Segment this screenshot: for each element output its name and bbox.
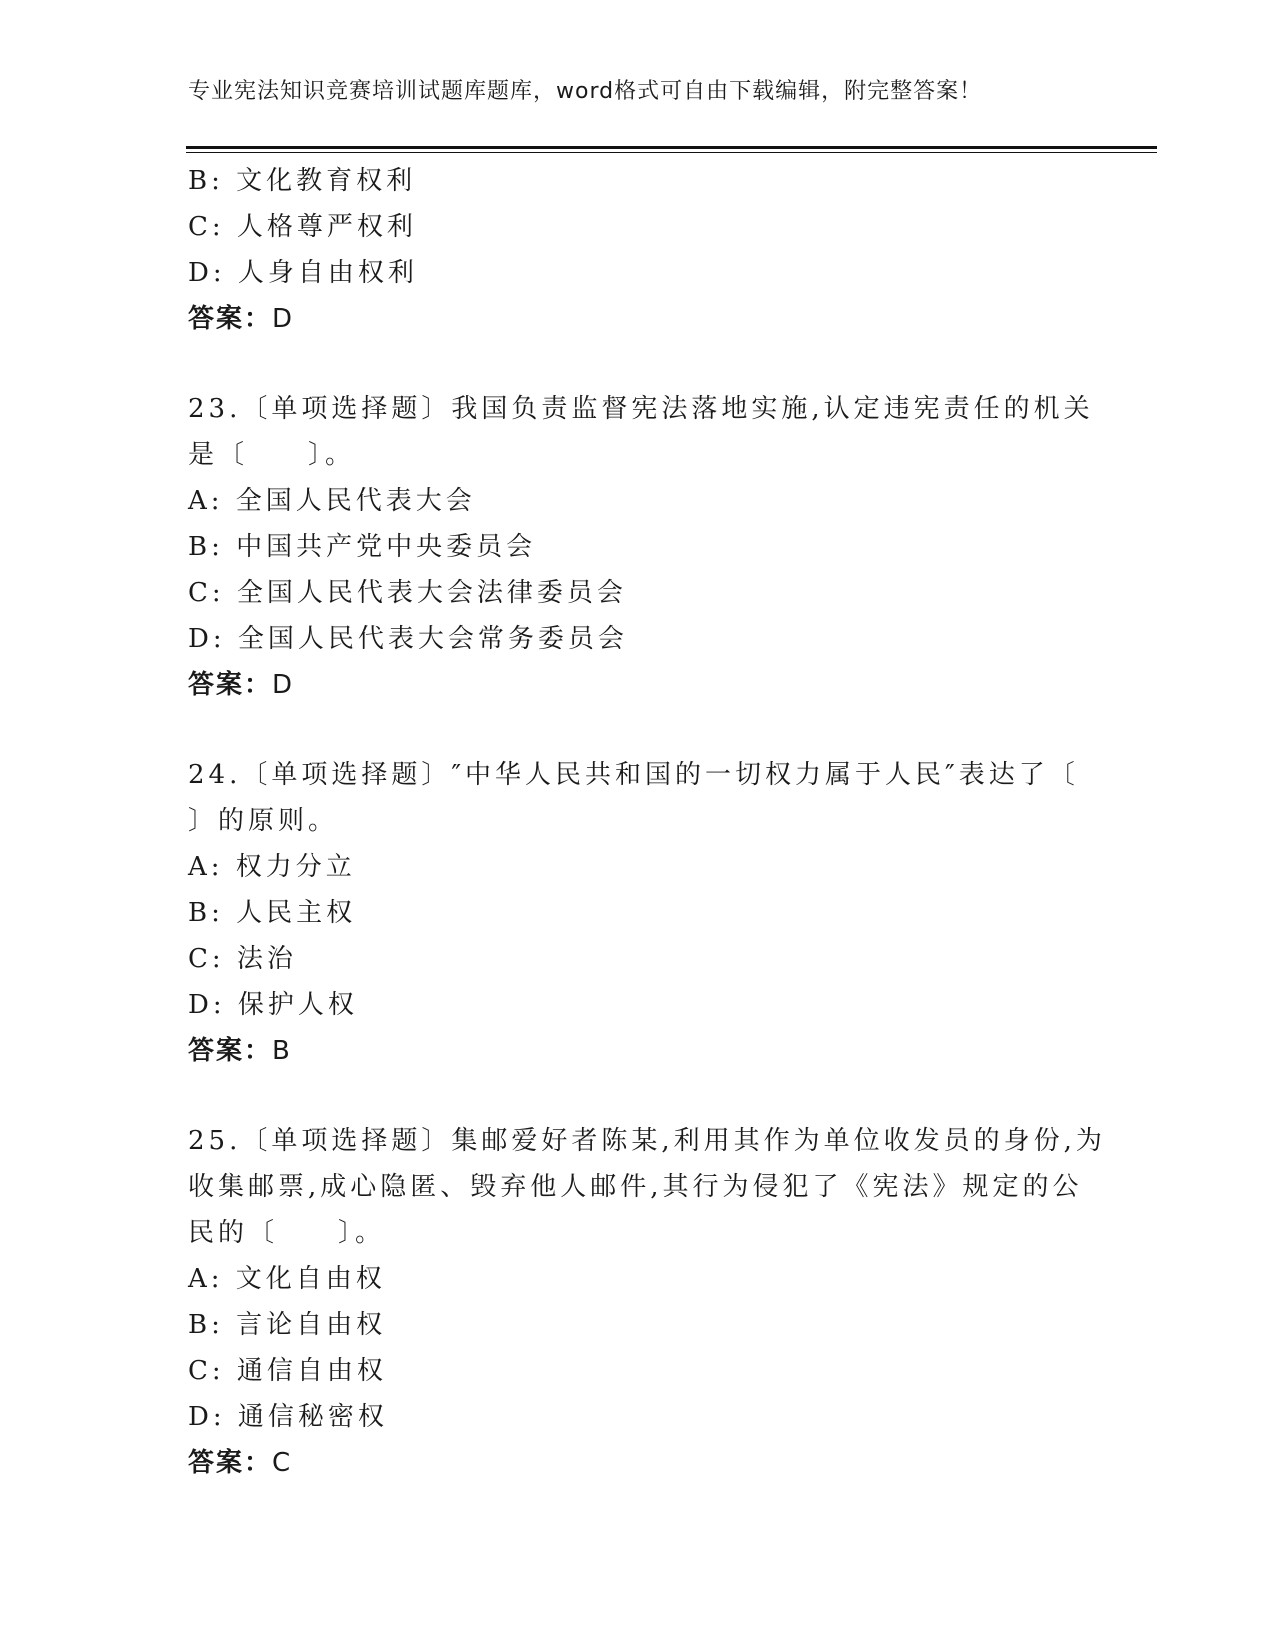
option-d: D: 全国人民代表大会常务委员会 [188, 624, 628, 654]
option-b: B: 言论自由权 [188, 1310, 387, 1340]
option-c: C: 通信自由权 [188, 1356, 387, 1386]
document-body [188, 158, 1106, 1486]
answer-value: D [272, 304, 295, 334]
page-header: 专业宪法知识竞赛培训试题库题库，word格式可自由下载编辑，附完整答案！ [188, 79, 983, 104]
answer-label: 答案： [188, 304, 273, 334]
option-d: D: 人身自由权利 [188, 258, 418, 288]
answer-label: 答案： [188, 1036, 273, 1066]
option-b: B: 文化教育权利 [188, 166, 417, 196]
previous-question [188, 158, 1088, 342]
question-stem-line: 25.〔单项选择题〕集邮爱好者陈某,利用其作为单位收发员的身份,为 [188, 1126, 1106, 1156]
option-a: A: 权力分立 [188, 852, 356, 882]
option-c: C: 人格尊严权利 [188, 212, 417, 242]
option-d: D: 通信秘密权 [188, 1402, 388, 1432]
answer-value: D [272, 670, 295, 700]
option-a: A: 全国人民代表大会 [188, 486, 476, 516]
question-25 [188, 1118, 1106, 1486]
question-stem-line: 收集邮票,成心隐匿、毁弃他人邮件,其行为侵犯了《宪法》规定的公 [188, 1172, 1083, 1202]
option-b: B: 中国共产党中央委员会 [188, 532, 537, 562]
question-23 [188, 386, 1094, 708]
option-b: B: 人民主权 [188, 898, 357, 928]
option-c: C: 全国人民代表大会法律委员会 [188, 578, 627, 608]
option-c: C: 法治 [188, 944, 297, 974]
answer-value: B [272, 1036, 292, 1066]
answer-label: 答案： [188, 1448, 273, 1478]
answer-value: C [272, 1448, 293, 1478]
header-rule-thick [186, 146, 1157, 149]
question-stem-line: 是〔 〕。 [188, 440, 356, 470]
option-a: A: 文化自由权 [188, 1264, 386, 1294]
option-d: D: 保护人权 [188, 990, 358, 1020]
question-stem-line: 〕的原则。 [188, 806, 339, 836]
question-stem-line: 23.〔单项选择题〕我国负责监督宪法落地实施,认定违宪责任的机关 [188, 394, 1094, 424]
answer-line [188, 662, 1088, 708]
header-rule-thin [186, 152, 1157, 153]
answer-label: 答案： [188, 670, 273, 700]
answer-line [188, 1028, 1088, 1074]
question-stem-line: 24.〔单项选择题〕″中华人民共和国的一切权力属于人民″表达了〔 [188, 760, 1079, 790]
answer-line [188, 296, 1088, 342]
answer-line [188, 1440, 1088, 1486]
question-stem-line: 民的〔 〕。 [188, 1218, 386, 1248]
question-24 [188, 752, 1088, 1074]
